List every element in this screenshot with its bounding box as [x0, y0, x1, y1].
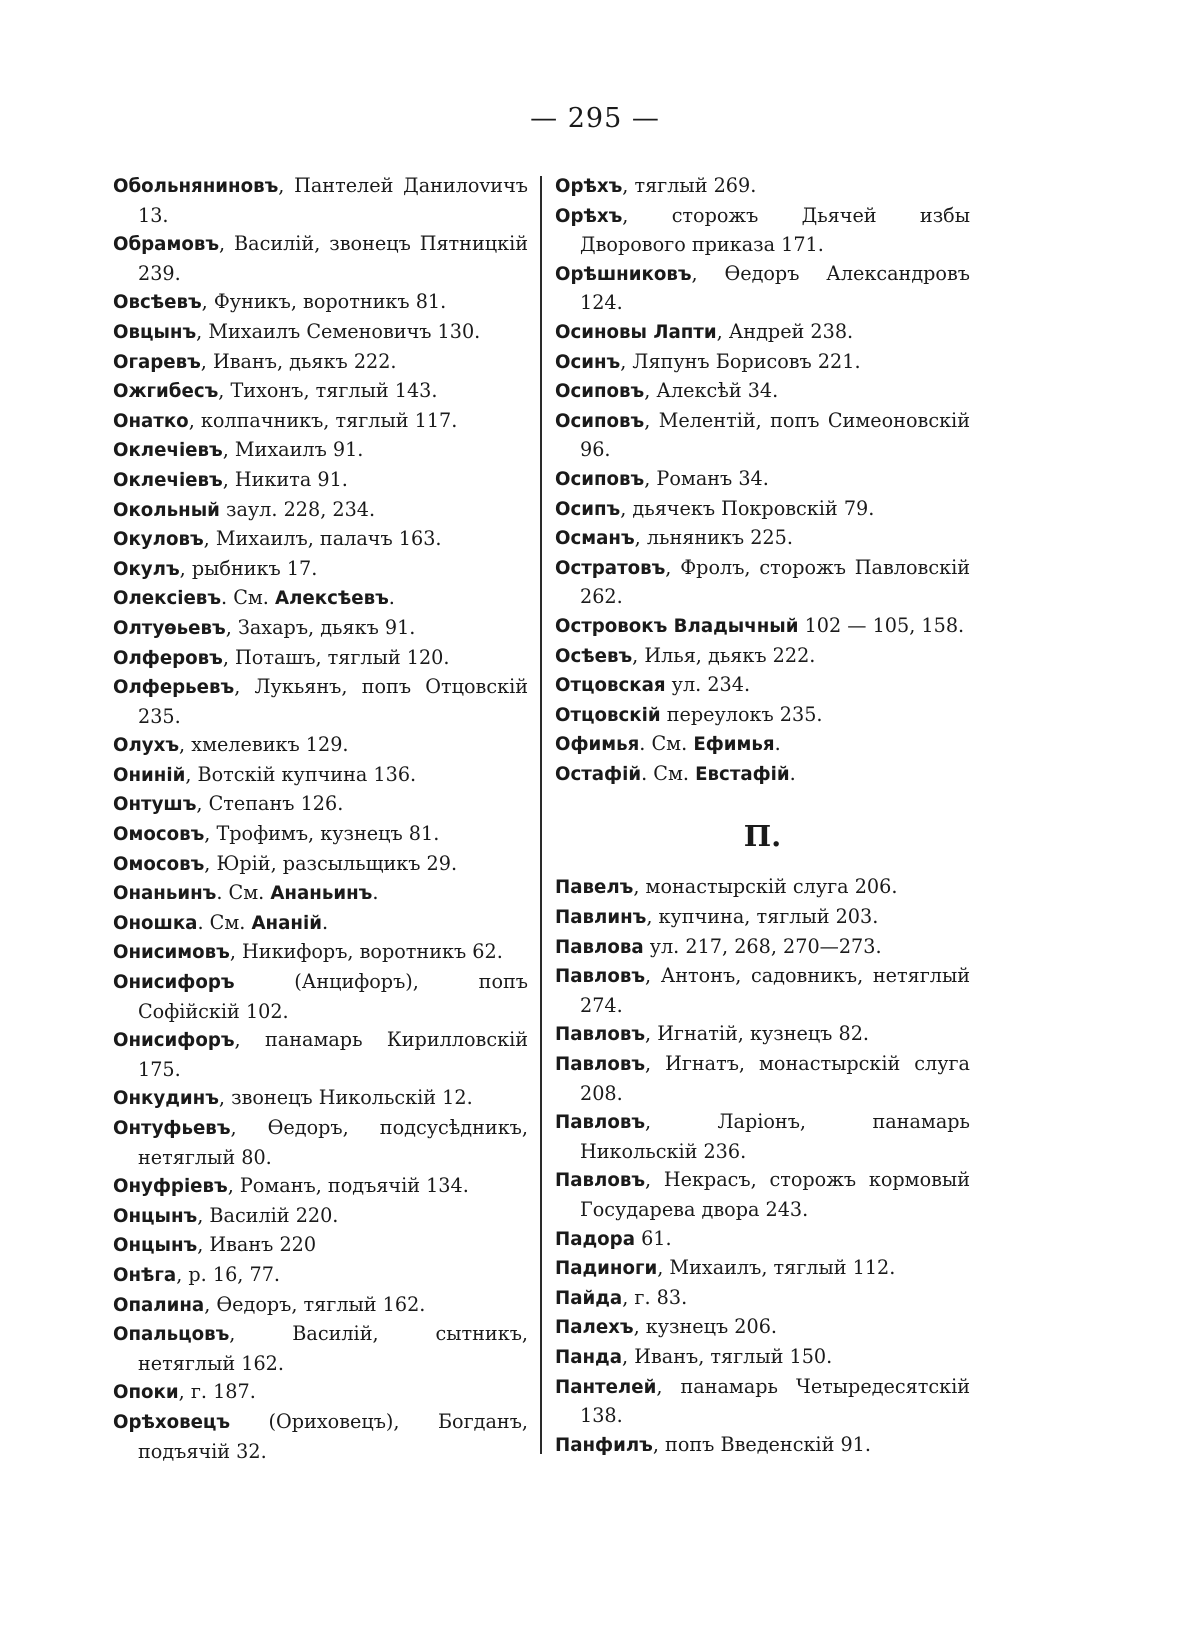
entry-text-tail: . — [321, 910, 329, 934]
entry-headword: Осиновы Лапти — [555, 321, 717, 343]
index-entry — [113, 1172, 528, 1202]
page-number: — 295 — — [530, 103, 660, 134]
index-entry — [555, 1020, 970, 1050]
index-entry — [555, 495, 970, 525]
index-entry — [113, 644, 528, 674]
entry-headword: Орѣховецъ — [113, 1411, 231, 1433]
index-entry — [555, 318, 970, 348]
entry-headword: Опальцовъ — [113, 1324, 230, 1346]
entry-text: , Василій 220. — [197, 1203, 339, 1227]
index-entry — [555, 1431, 970, 1461]
entry-text: , Игнатій, кузнецъ 82. — [645, 1022, 870, 1046]
index-entry — [113, 938, 528, 968]
index-section-o-continued — [555, 172, 970, 789]
entry-text: 102 — 105, 158. — [798, 613, 965, 637]
index-entry — [113, 584, 528, 614]
index-entry — [113, 436, 528, 466]
index-entry — [555, 1373, 970, 1431]
entry-headword: Обольняниновъ — [113, 176, 279, 197]
entry-headword: Онцынъ — [113, 1205, 198, 1227]
index-entry — [555, 1343, 970, 1373]
entry-text: ул. 234. — [665, 673, 751, 697]
index-entry — [113, 318, 528, 348]
entry-headword: Омосовъ — [113, 853, 205, 875]
index-entry — [113, 1114, 528, 1172]
entry-headword: Османъ — [555, 528, 635, 550]
entry-headword: Олферовъ — [113, 647, 223, 669]
cross-reference-headword: Ефимья — [693, 734, 775, 756]
entry-text: , рыбникъ 17. — [179, 556, 318, 580]
entry-headword: Падиноги — [555, 1258, 658, 1280]
index-entry — [113, 496, 528, 526]
entry-headword: Панфилъ — [555, 1434, 653, 1456]
index-entry — [555, 1313, 970, 1343]
entry-headword: Панда — [555, 1346, 623, 1368]
index-entry — [113, 1320, 528, 1378]
entry-headword: Осѣевъ — [555, 645, 633, 667]
index-entry — [555, 1050, 970, 1108]
entry-text: , Поташъ, тяглый 120. — [222, 645, 450, 669]
index-entry — [113, 614, 528, 644]
index-column-right — [555, 172, 970, 1460]
index-entry — [555, 730, 970, 760]
entry-headword: Орѣхъ — [555, 205, 623, 227]
entry-text: , тяглый 269. — [622, 174, 757, 197]
index-entry — [113, 172, 528, 230]
entry-text: , Игнатъ, монастырскій слуга 208. — [580, 1052, 970, 1105]
entry-headword: Павловъ — [555, 1170, 645, 1192]
index-entry — [113, 673, 528, 731]
entry-text: , Никифоръ, воротникъ 62. — [229, 940, 503, 964]
section-letter-heading: П. — [743, 819, 782, 854]
index-entry — [113, 1202, 528, 1232]
entry-text: , Никита 91. — [222, 467, 348, 491]
entry-headword: Оклечіевъ — [113, 440, 223, 462]
entry-text: , Степанъ 126. — [196, 792, 344, 816]
entry-headword: Олухъ — [113, 735, 180, 757]
entry-headword: Палехъ — [555, 1317, 634, 1339]
index-entry — [555, 933, 970, 963]
entry-text: , Пантелей Данилovичъ 13. — [138, 174, 528, 227]
entry-text: , колпачникъ, тяглый 117. — [188, 408, 458, 432]
entry-headword: Пайда — [555, 1287, 623, 1309]
entry-text: . См. — [197, 910, 252, 934]
entry-headword: Офимья — [555, 734, 640, 756]
index-entry — [113, 731, 528, 761]
index-entry — [555, 612, 970, 642]
entry-text: , панамарь Четыредесятскій 138. — [580, 1374, 970, 1428]
index-entry — [113, 909, 528, 939]
entry-text: , Романъ, подъячій 134. — [227, 1174, 469, 1198]
index-entry — [555, 903, 970, 933]
entry-text: , Фуникъ, воротникъ 81. — [201, 290, 447, 314]
index-entry — [113, 879, 528, 909]
entry-headword: Отцовская — [555, 675, 666, 697]
index-entry — [113, 1408, 528, 1466]
entry-text: , попъ Введенскій 91. — [652, 1432, 871, 1456]
index-entry — [113, 1261, 528, 1291]
entry-headword: Овсѣевъ — [113, 292, 202, 314]
entry-text: . См. — [639, 732, 694, 756]
entry-headword: Оклечіевъ — [113, 469, 223, 491]
entry-text: , Антонъ, садовникъ, нетяглый 274. — [580, 964, 970, 1017]
entry-text: , звонецъ Никольскій 12. — [218, 1086, 473, 1110]
index-entry — [555, 377, 970, 407]
cross-reference-headword: Ананій — [251, 912, 322, 934]
index-entry — [555, 172, 970, 202]
entry-headword: Ожгибесъ — [113, 381, 219, 403]
entry-text: , кузнецъ 206. — [633, 1315, 778, 1339]
entry-text: , монастырскій слуга 206. — [633, 875, 898, 899]
index-entry — [555, 671, 970, 701]
entry-headword: Павелъ — [555, 877, 634, 899]
entry-headword: Онисимовъ — [113, 942, 230, 964]
entry-text-tail: . — [774, 732, 781, 756]
entry-headword: Павлинъ — [555, 907, 647, 929]
entry-headword: Олексіевъ — [113, 588, 221, 610]
entry-text: , сторожъ Дьячей избы Дворового приказа 171. — [580, 203, 970, 257]
entry-text: , Лукьянъ, попъ Отцовскій 235. — [138, 675, 528, 728]
index-entry — [113, 1378, 528, 1408]
index-entry — [113, 1291, 528, 1321]
index-entry — [113, 288, 528, 318]
entry-text: , дьячекъ Покровскій 79. — [620, 496, 875, 520]
index-entry — [113, 466, 528, 496]
index-entry — [555, 1166, 970, 1224]
entry-text: , Михаилъ, палачъ 163. — [203, 527, 442, 551]
index-entry — [555, 407, 970, 465]
entry-headword: Остафій — [555, 763, 642, 785]
entry-text: , Захаръ, дьякъ 91. — [225, 615, 416, 639]
entry-text: , купчина, тяглый 203. — [646, 905, 879, 929]
entry-text: 61. — [634, 1226, 672, 1250]
index-entry — [555, 554, 970, 612]
entry-text: , Трофимъ, кузнецъ 81. — [204, 822, 440, 846]
entry-text: . См. — [641, 761, 696, 785]
entry-headword: Осинъ — [555, 351, 621, 373]
entry-headword: Остратовъ — [555, 557, 666, 579]
entry-headword: Осиповъ — [555, 410, 645, 432]
index-entry — [555, 202, 970, 260]
entry-text: , Илья, дьякъ 222. — [632, 643, 816, 667]
entry-headword: Огаревъ — [113, 351, 201, 373]
entry-text: , Михаилъ 91. — [222, 438, 364, 462]
entry-text: , Юрій, разсыльщикъ 29. — [204, 851, 458, 875]
entry-text: , Вотскій купчина 136. — [185, 762, 417, 786]
entry-text: , г. 83. — [622, 1285, 688, 1309]
entry-headword: Падора — [555, 1228, 635, 1250]
entry-headword: Окуловъ — [113, 529, 204, 551]
entry-text: , Иванъ 220 — [197, 1233, 317, 1257]
entry-text: . См. — [221, 586, 276, 610]
entry-headword: Осиповъ — [555, 381, 645, 403]
entry-headword: Отцовскій — [555, 704, 661, 726]
entry-headword: Павловъ — [555, 1024, 645, 1046]
entry-text: , Алексѣй 34. — [644, 379, 779, 403]
index-entry — [555, 701, 970, 731]
entry-headword: Оношка — [113, 912, 198, 934]
index-entry — [113, 968, 528, 1026]
entry-headword: Опалина — [113, 1294, 205, 1316]
entry-headword: Орѣшниковъ — [555, 263, 692, 285]
index-entry — [555, 260, 970, 318]
index-entry — [113, 1026, 528, 1084]
entry-headword: Обрамовъ — [113, 234, 219, 256]
entry-headword: Ониній — [113, 764, 186, 786]
entry-text: , Тихонъ, тяглый 143. — [218, 379, 438, 403]
index-column-left — [113, 172, 528, 1466]
entry-text: , Ларіонъ, панамарь Никольскій 236. — [580, 1110, 970, 1163]
entry-text: , Мелентій, попъ Симеоновскій 96. — [580, 408, 970, 462]
entry-headword: Онкудинъ — [113, 1088, 219, 1110]
entry-headword: Онтуфьевъ — [113, 1118, 231, 1139]
index-entry — [555, 962, 970, 1020]
index-entry — [113, 555, 528, 585]
entry-headword: Онуфріевъ — [113, 1176, 228, 1198]
index-entry — [113, 790, 528, 820]
cross-reference-headword: Евстафій — [695, 763, 790, 785]
index-entry — [555, 348, 970, 378]
entry-headword: Окольный — [113, 499, 220, 521]
cross-reference-headword: Ананьинъ — [270, 883, 373, 905]
index-entry — [555, 1108, 970, 1166]
entry-headword: Онтушъ — [113, 794, 197, 816]
entry-text: , Андрей 238. — [716, 319, 854, 343]
index-entry — [113, 1084, 528, 1114]
entry-text: , г. 187. — [178, 1380, 256, 1404]
entry-headword: Островокъ Владычный — [555, 615, 799, 637]
entry-text: , Михаилъ, тяглый 112. — [657, 1256, 896, 1280]
entry-text-tail: . — [388, 586, 395, 610]
entry-text: , Василій, звонецъ Пятницкій 239. — [138, 232, 528, 285]
index-entry — [113, 377, 528, 407]
index-entry — [113, 850, 528, 880]
index-entry — [113, 1231, 528, 1261]
entry-headword: Олферьевъ — [113, 677, 235, 699]
entry-text: , льняникъ 225. — [634, 526, 793, 550]
entry-text: переулокъ 235. — [660, 702, 823, 726]
entry-headword: Онисифоръ — [113, 1030, 235, 1052]
entry-text: , Ѳедоръ Александровъ 124. — [580, 261, 970, 315]
index-section-p — [555, 873, 970, 1460]
cross-reference-headword: Алексѣевъ — [275, 588, 389, 610]
entry-text: , Василій, сытникъ, нетяглый 162. — [138, 1322, 528, 1375]
entry-text: , Ѳедоръ, подсусѣдникъ, нетяглый 80. — [138, 1116, 528, 1169]
index-entry — [113, 820, 528, 850]
entry-text: (Анцифоръ), попъ Софійскій 102. — [138, 970, 528, 1023]
index-entry — [555, 1225, 970, 1255]
entry-headword: Онатко — [113, 410, 189, 432]
index-entry — [555, 1254, 970, 1284]
entry-headword: Осипъ — [555, 498, 621, 520]
index-entry — [113, 761, 528, 791]
entry-text-tail: . — [372, 881, 379, 905]
entry-headword: Омосовъ — [113, 824, 205, 846]
index-entry — [555, 760, 970, 790]
entry-text: , Фролъ, сторожъ Павловскій 262. — [580, 555, 970, 609]
entry-headword: Олтуѳьевъ — [113, 617, 226, 639]
entry-text: , Ляпунъ Борисовъ 221. — [620, 349, 861, 373]
entry-text: ул. 217, 268, 270—273. — [643, 934, 882, 958]
entry-text: , Иванъ, тяглый 150. — [622, 1344, 833, 1368]
entry-text: , хмелевикъ 129. — [179, 733, 349, 757]
index-entry — [113, 230, 528, 288]
entry-text: , панамарь Кирилловскій 175. — [138, 1028, 528, 1081]
entry-text: , Некрасъ, сторожъ кормовый Государева двора 243. — [580, 1168, 970, 1221]
entry-text: (Ориховецъ), Богданъ, подъячій 32. — [138, 1409, 528, 1463]
entry-headword: Онцынъ — [113, 1235, 198, 1257]
index-entry — [555, 873, 970, 903]
column-divider — [540, 176, 542, 1454]
entry-text: , Михаилъ Семеновичъ 130. — [196, 319, 481, 343]
entry-text: . См. — [216, 881, 271, 905]
entry-text: , Иванъ, дьякъ 222. — [200, 349, 397, 373]
entry-headword: Павловъ — [555, 1112, 645, 1134]
entry-text: , р. 16, 77. — [176, 1262, 280, 1286]
entry-text-tail: . — [789, 761, 796, 785]
entry-headword: Павлова — [555, 936, 644, 958]
entry-headword: Окулъ — [113, 558, 180, 580]
entry-text: , Романъ 34. — [644, 466, 769, 490]
entry-headword: Павловъ — [555, 1054, 645, 1076]
entry-headword: Осиповъ — [555, 468, 645, 490]
index-entry — [113, 525, 528, 555]
entry-headword: Онаньинъ — [113, 883, 217, 905]
entry-headword: Онѣга — [113, 1264, 177, 1286]
entry-text: , Ѳедоръ, тяглый 162. — [204, 1292, 426, 1316]
entry-headword: Пантелей — [555, 1376, 657, 1398]
index-entry — [555, 642, 970, 672]
index-entry — [113, 407, 528, 437]
index-entry — [555, 524, 970, 554]
index-entry — [113, 348, 528, 378]
index-entry — [555, 465, 970, 495]
entry-text: заул. 228, 234. — [219, 497, 376, 521]
entry-headword: Онисифоръ — [113, 972, 235, 994]
index-entry — [555, 1284, 970, 1314]
entry-headword: Орѣхъ — [555, 176, 623, 197]
entry-headword: Овцынъ — [113, 321, 197, 343]
entry-headword: Павловъ — [555, 966, 645, 988]
entry-headword: Опоки — [113, 1382, 179, 1404]
